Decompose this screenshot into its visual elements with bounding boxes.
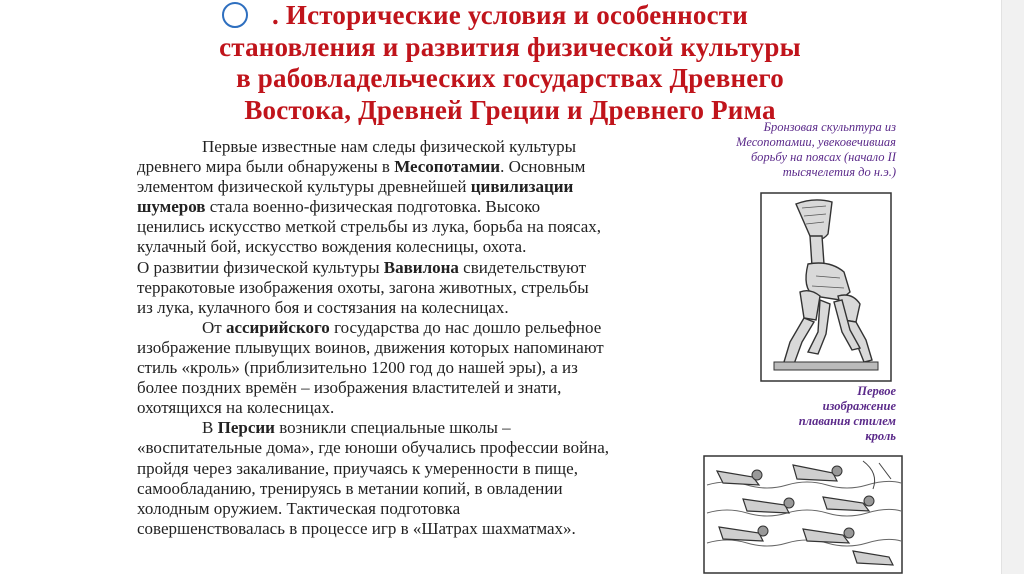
text-run: О развитии физической культуры — [137, 257, 384, 277]
title-line-3: в рабовладельческих государствах Древнего — [236, 63, 784, 93]
assyrian-swimmers-relief — [703, 455, 903, 574]
bold-term: цивилизации — [470, 177, 574, 197]
text-run: из лука, кулачного боя и состязания на колесницах. — [137, 297, 509, 317]
text-run: более поздних времён – изображения властителей и знати, — [137, 378, 562, 398]
caption-line: изображение — [822, 399, 896, 413]
body-line — [137, 438, 697, 458]
body-line — [137, 398, 697, 418]
body-line — [137, 197, 697, 217]
text-run: . Основным — [500, 157, 586, 177]
body-line — [137, 217, 697, 237]
text-run: терракотовые изображения охоты, загона животных, стрельбы — [137, 277, 589, 297]
text-run: совершенствовалась в процессе игр в «Шатрах шахматмах». — [137, 518, 576, 538]
text-run: кулачный бой, искусство вождения колесницы, охота. — [137, 237, 527, 257]
text-run: государства до нас дошло рельефное — [329, 317, 602, 337]
text-run: «воспитательные дома», где юноши обучались профессии война, — [137, 438, 610, 458]
bold-term: Вавилона — [383, 257, 459, 277]
caption-line: плавания стилем — [798, 414, 896, 428]
body-line — [137, 137, 697, 157]
body-line — [137, 318, 697, 338]
bold-term: шумеров — [137, 197, 206, 217]
text-run: древнего мира были обнаружены в — [137, 157, 395, 177]
text-run: самообладанию, тренируясь в метании копий, в овладении — [137, 478, 563, 498]
body-line — [137, 278, 697, 298]
title-line-1: . Исторические условия и особенности — [272, 0, 748, 30]
text-run: свидетельствуют — [458, 257, 587, 277]
caption-line: кроль — [865, 429, 896, 443]
text-run: стала военно-физическая подготовка. Высоко — [205, 197, 541, 217]
body-line — [137, 479, 697, 499]
body-line — [137, 338, 697, 358]
slide-title — [110, 0, 910, 126]
text-run: От — [202, 317, 226, 337]
text-run: холодным оружием. Тактическая подготовка — [137, 498, 461, 518]
caption-line: борьбу на поясах (начало II — [751, 150, 896, 164]
bronze-wrestlers-illustration — [760, 192, 892, 382]
body-line — [137, 519, 697, 539]
caption-line: тысячелетия до н.э.) — [782, 165, 896, 179]
text-run: ценились искусство меткой стрельбы из лука, борьба на поясах, — [137, 217, 602, 237]
text-run: стиль «кроль» (приблизительно 1200 год до нашей эры), а из — [137, 358, 578, 378]
slide-right-edge — [1001, 0, 1024, 574]
body-line — [137, 157, 697, 177]
caption-line: Месопотамии, увековечившая — [736, 135, 896, 149]
title-line-4: Востока, Древней Греции и Древнего Рима — [244, 94, 776, 125]
body-line — [137, 499, 697, 519]
caption-line: Бронзовая скульптура из — [763, 120, 896, 134]
body-line — [137, 418, 697, 438]
text-run: изображение плывущих воинов, движения которых напоминают — [137, 337, 604, 357]
body-line — [137, 358, 697, 378]
bold-term: Месопотамии — [394, 157, 501, 177]
text-run: охотящихся на колесницах. — [137, 398, 335, 418]
caption-line: Первое — [857, 384, 896, 398]
body-line — [137, 459, 697, 479]
text-run: Первые известные нам следы физической культуры — [202, 137, 577, 156]
body-line — [137, 258, 697, 278]
body-line — [137, 298, 697, 318]
title-line-2: становления и развития физической культуры — [219, 31, 801, 62]
bold-term: ассирийского — [225, 317, 330, 337]
body-line — [137, 378, 697, 398]
text-run: пройдя через закаливание, приучаясь к умеренности в пище, — [137, 458, 578, 478]
text-run: возникли специальные школы – — [274, 418, 511, 438]
text-run: элементом физической культуры древнейшей — [137, 177, 471, 197]
text-run: В — [202, 418, 218, 438]
bold-term: Персии — [217, 418, 275, 438]
body-text — [137, 137, 697, 539]
body-line — [137, 237, 697, 257]
wrestling-caption — [666, 120, 896, 180]
swimming-caption — [766, 384, 896, 444]
body-line — [137, 177, 697, 197]
